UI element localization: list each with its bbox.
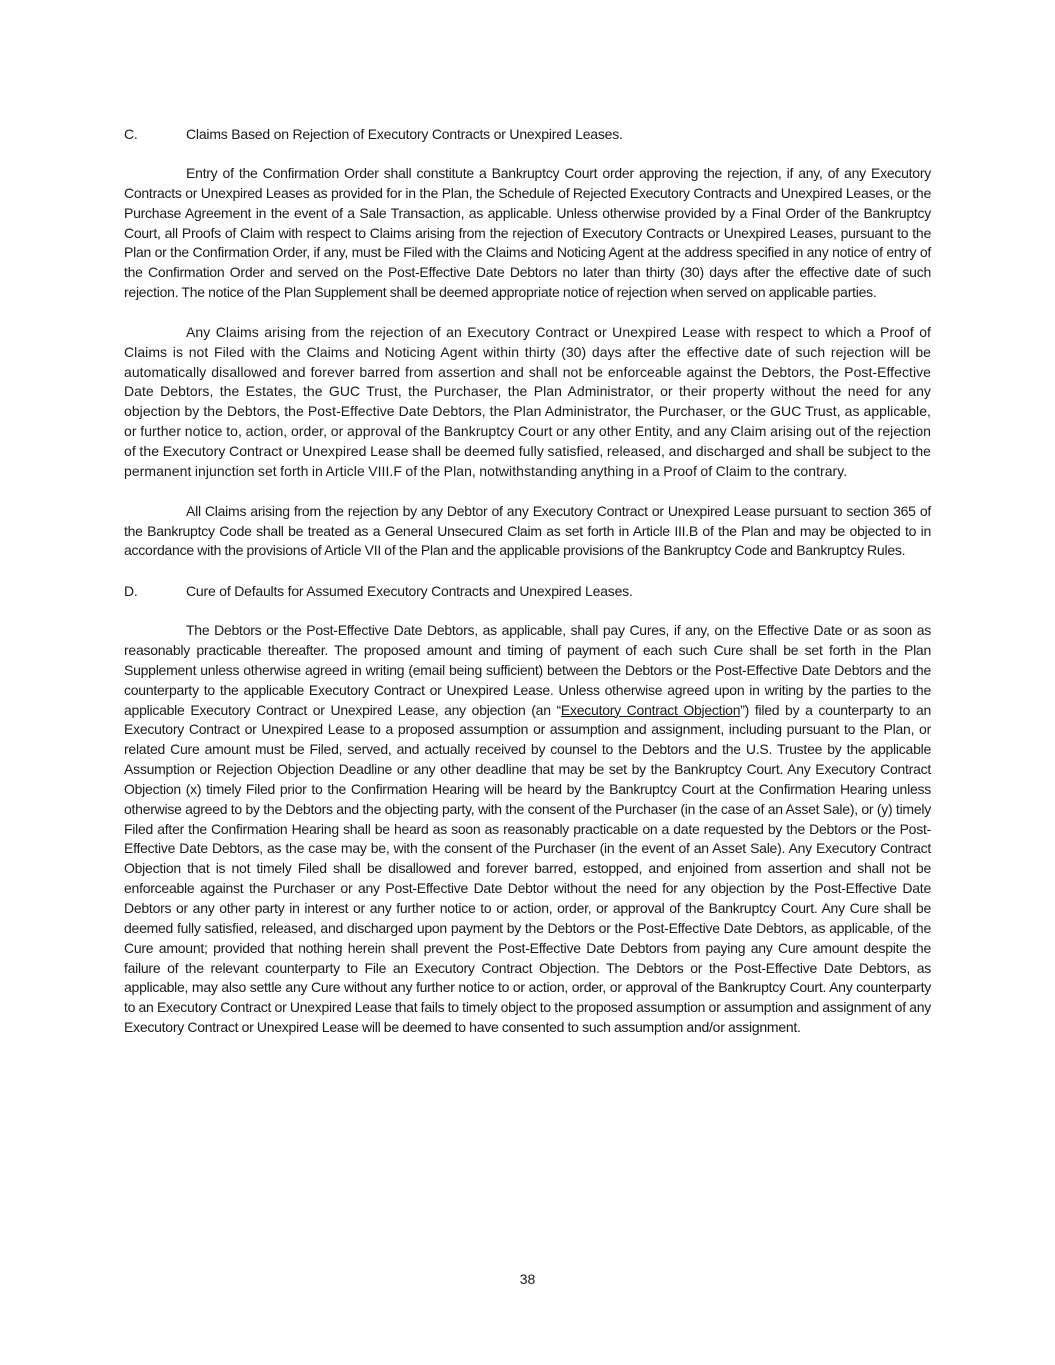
section-c-paragraph-3: All Claims arising from the rejection by any Debtor of any Executory Contract or Unexpired Lease pursuant to section 365 of the Bankruptcy Code shall be treated as a General Unsecured Claim as set forth in Article III.B of the Plan and may be objected to in accordance with the provisions of Article VII of the Plan and the applicable provisions of the Bankruptcy Code and Bankruptcy Rules. bbox=[124, 502, 931, 559]
section-d-paragraph bbox=[124, 621, 931, 1038]
section-c-paragraph-2: Any Claims arising from the rejection of an Executory Contract or Unexpired Lease with respect to which a Proof of Claims is not Filed with the Claims and Noticing Agent within thirty (30) days after the effective date of such rejection will be automatically disallowed and forever barred from assertion and shall not be enforceable against the Debtors, the Post-Effective Date Debtors, the Estates, the GUC Trust, the Purchaser, the Plan Administrator, or their property without the need for any objection by the Debtors, the Post-Effective Date Debtors, the Plan Administrator, the Purchaser, or the GUC Trust, as applicable, or further notice to, action, order, or approval of the Bankruptcy Court or any other Entity, and any Claim arising out of the rejection of the Executory Contract or Unexpired Lease shall be deemed fully satisfied, released, and discharged and shall be subject to the permanent injunction set forth in Article VIII.F of the Plan, notwithstanding anything in a Proof of Claim to the contrary. bbox=[124, 323, 931, 479]
section-c-title: Claims Based on Rejection of Executory Contracts or Unexpired Leases. bbox=[186, 126, 623, 142]
section-d-title: Cure of Defaults for Assumed Executory Contracts and Unexpired Leases. bbox=[186, 583, 633, 600]
section-d-text-before-term: The Debtors or the Post-Effective Date Debtors, as applicable, shall pay Cures, if any, on the Effective Date or as soon as reasonably practicable thereafter. The proposed amount and timing of payment of each such Cure shall be set forth in the Plan Supplement unless otherwise agreed in writing (email being sufficient) between the Debtors or the Post-Effective Date Debtors and the counterparty to the applicable Executory Contract or Unexpired Lease. Unless otherwise agreed upon in writing by the parties to the applicable Executory Contract or Unexpired Lease, any objection (an “ bbox=[124, 622, 931, 718]
section-c-heading bbox=[124, 124, 931, 144]
section-d-heading bbox=[124, 581, 931, 601]
section-d-number: D. bbox=[124, 583, 138, 600]
section-c-number: C. bbox=[124, 126, 138, 142]
document-page bbox=[124, 124, 931, 1058]
defined-term-executory-contract-objection: Executory Contract Objection bbox=[560, 701, 741, 718]
section-d-text-after-term: ”) filed by a counterparty to an Executory Contract or Unexpired Lease to a proposed assumption or assumption and assignment, including pursuant to the Plan, or related Cure amount must be Filed, served, and actually received by counsel to the Debtors and the U.S. Trustee by the applicable Assumption or Rejection Objection Deadline or any other deadline that may be set by the Bankruptcy Court. Any Executory Contract Objection (x) timely Filed prior to the Confirmation Hearing will be heard by the Bankruptcy Court at the Confirmation Hearing unless otherwise agreed to by the Debtors and the objecting party, with the consent of the Purchaser (in the case of an Asset Sale), or (y) timely Filed after the Confirmation Hearing shall be heard as soon as reasonably practicable on a date requested by the Debtors or the Post-Effective Date Debtors, as the case may be, with the consent of the Purchaser (in the event of an Asset Sale). Any Executory Contract Objection that is not timely Filed shall be disallowed and forever barred, estopped, and enjoined from assertion and shall not be enforceable against the Purchaser or any Post-Effective Date Debtor without the need for any objection by the Post-Effective Date Debtors or any other party in interest or any further notice to or action, order, or approval of the Bankruptcy Court. Any Cure shall be deemed fully satisfied, released, and discharged upon payment by the Debtors or the Post-Effective Date Debtors, as applicable, of the Cure amount; provided that nothing herein shall prevent the Post-Effective Date Debtors from paying any Cure amount despite the failure of the relevant counterparty to File an Executory Contract Objection. The Debtors or the Post-Effective Date Debtors, as applicable, may also settle any Cure without any further notice to or action, order, or approval of the Bankruptcy Court. Any counterparty to an Executory Contract or Unexpired Lease that fails to timely object to the proposed assumption or assumption and assignment of any Executory Contract or Unexpired Lease will be deemed to have consented to such assumption and/or assignment. bbox=[124, 701, 932, 1036]
section-c-paragraph-1: Entry of the Confirmation Order shall constitute a Bankruptcy Court order approving the rejection, if any, of any Executory Contracts or Unexpired Leases as provided for in the Plan, the Schedule of Rejected Executory Contracts and Unexpired Leases, or the Purchase Agreement in the event of a Sale Transaction, as applicable. Unless otherwise provided by a Final Order of the Bankruptcy Court, all Proofs of Claim with respect to Claims arising from the rejection of Executory Contracts or Unexpired Leases, pursuant to the Plan or the Confirmation Order, if any, must be Filed with the Claims and Noticing Agent at the address specified in any notice of entry of the Confirmation Order and served on the Post-Effective Date Debtors no later than thirty (30) days after the effective date of such rejection. The notice of the Plan Supplement shall be deemed appropriate notice of rejection when served on applicable parties. bbox=[124, 165, 931, 301]
page-number: 38 bbox=[519, 1271, 536, 1287]
